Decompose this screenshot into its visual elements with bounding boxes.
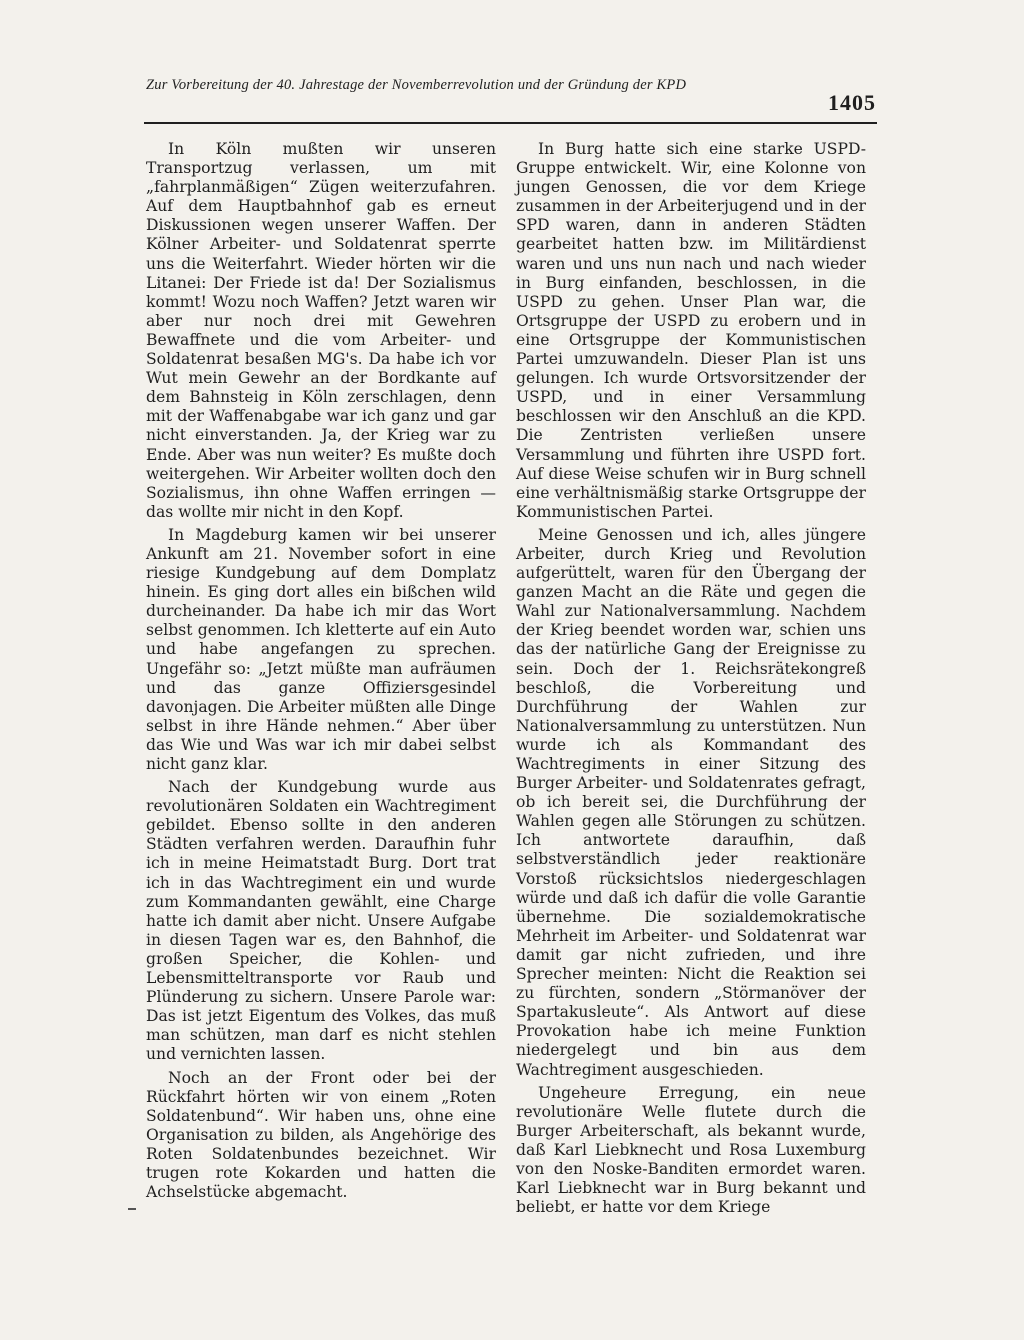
header-rule — [144, 122, 877, 124]
paragraph: Noch an der Front oder bei der Rückfahrt hörten wir von einem „Roten Soldatenbund“. Wir haben uns, ohne eine Organisation zu bilden, als Angehörige des Roten Soldatenbundes bezeichnet. Wir trugen rote Kokarden und hatten die Achselstücke abgemacht. — [146, 1068, 496, 1202]
running-title: Zur Vorbereitung der 40. Jahrestage der Novemberrevolution und der Gründung der KPD — [146, 77, 687, 93]
page-number: 1405 — [828, 90, 876, 115]
paragraph: Nach der Kundgebung wurde aus revolutionären Soldaten ein Wachtregiment gebildet. Ebenso sollte in den anderen Städten verfahren werden. Daraufhin fuhr ich in meine Heimatstadt Burg. Dort trat ich in das Wachtregiment ein und wurde zum Kommandanten gewählt, eine Charge hatte ich damit aber nicht. Unsere Aufgabe in diesen Tagen war es, den Bahnhof, die großen Speicher, die Kohlen- und Lebensmitteltransporte vor Raub und Plünderung zu sichern. Unsere Parole war: Das ist jetzt Eigentum des Volkes, das muß man schützen, man darf es nicht stehlen und vernichten lassen. — [146, 778, 496, 1064]
paragraph: Ungeheure Erregung, ein neue revolutionäre Welle flutete durch die Burger Arbeiterschaft, als bekannt wurde, daß Karl Liebknecht und Rosa Luxemburg von den Noske-Banditen ermordet waren. Karl Liebknecht war in Burg bekannt und beliebt, er hatte vor dem Kriege — [516, 1083, 866, 1217]
left-column — [146, 140, 496, 1206]
page-header — [146, 78, 876, 124]
paragraph: Meine Genossen und ich, alles jüngere Arbeiter, durch Krieg und Revolution aufgerüttelt, waren für den Übergang der ganzen Macht an die Räte und gegen die Wahl zur Nationalversammlung. Nachdem der Krieg beendet worden war, schien uns das der natürliche Gang der Ereignisse zu sein. Doch der 1. Reichsrätekongreß beschloß, die Vorbereitung und Durchführung der Wahlen zur Nationalversammlung zu unterstützen. Nun wurde ich als Kommandant des Wachtregiments in einer Sitzung des Burger Arbeiter- und Soldatenrates gefragt, ob ich bereit sei, die Durchführung der Wahlen gegen alle Störungen zu schützen. Ich antwortete daraufhin, daß selbstverständlich jeder reaktionäre Vorstoß rücksichtslos niedergeschlagen würde und daß ich dafür die volle Garantie übernehme. Die sozialdemokratische Mehrheit im Arbeiter- und Soldatenrat war damit gar nicht zufrieden, und ihre Sprecher meinten: Nicht die Reaktion sei zu fürchten, sondern „Störmanöver der Spartakusleute“. Als Antwort auf diese Provokation habe ich meine Funktion niedergelegt und bin aus dem Wachtregiment ausgeschieden. — [516, 525, 866, 1079]
paragraph: In Köln mußten wir unseren Transportzug verlassen, um mit „fahrplanmäßigen“ Zügen weiterzufahren. Auf dem Hauptbahnhof gab es erneut Diskussionen wegen unserer Waffen. Der Kölner Arbeiter- und Soldatenrat sperrte uns die Weiterfahrt. Wieder hörten wir die Litanei: Der Friede ist da! Der Sozialismus kommt! Wozu noch Waffen? Jetzt waren wir aber nur noch drei mit Gewehren Bewaffnete und die vom Arbeiter- und Soldatenrat besaßen MG's. Da habe ich vor Wut mein Gewehr an der Bordkante auf dem Bahnsteig in Köln zerschlagen, denn mit der Waffenabgabe war ich ganz und gar nicht einverstanden. Ja, der Krieg war zu Ende. Aber was nun weiter? Es mußte doch weitergehen. Wir Arbeiter wollten doch den Sozialismus, ihn ohne Waffen erringen — das wollte mir nicht in den Kopf. — [146, 140, 496, 521]
paragraph: In Burg hatte sich eine starke USPD-Gruppe entwickelt. Wir, eine Kolonne von jungen Genossen, die vor dem Kriege zusammen in der Arbeiterjugend und in der SPD waren, dann in anderen Städten gearbeitet hatten bzw. im Militärdienst waren und uns nun nach und nach wieder in Burg einfanden, beschlossen, in die USPD zu gehen. Unser Plan war, die Ortsgruppe der USPD zu erobern und in eine Ortsgruppe der Kommunistischen Partei umzuwandeln. Dieser Plan ist uns gelungen. Ich wurde Ortsvorsitzender der USPD, und in einer Versammlung beschlossen wir den Anschluß an die KPD. Die Zentristen verließen unsere Versammlung und führten ihre USPD fort. Auf diese Weise schufen wir in Burg schnell eine verhältnismäßig starke Ortsgruppe der Kommunistischen Partei. — [516, 140, 866, 521]
paragraph: In Magdeburg kamen wir bei unserer Ankunft am 21. November sofort in eine riesige Kundgebung auf dem Domplatz hinein. Es ging dort alles ein bißchen wild durcheinander. Da habe ich mir das Wort selbst genommen. Ich kletterte auf ein Auto und habe angefangen zu sprechen. Ungefähr so: „Jetzt müßte man aufräumen und das ganze Offiziersgesindel davonjagen. Die Arbeiter müßten alle Dinge selbst in ihre Hände nehmen.“ Aber über das Wie und Was war ich mir dabei selbst nicht ganz klar. — [146, 525, 496, 773]
right-column — [516, 140, 866, 1221]
scan-mark — [128, 1208, 136, 1210]
